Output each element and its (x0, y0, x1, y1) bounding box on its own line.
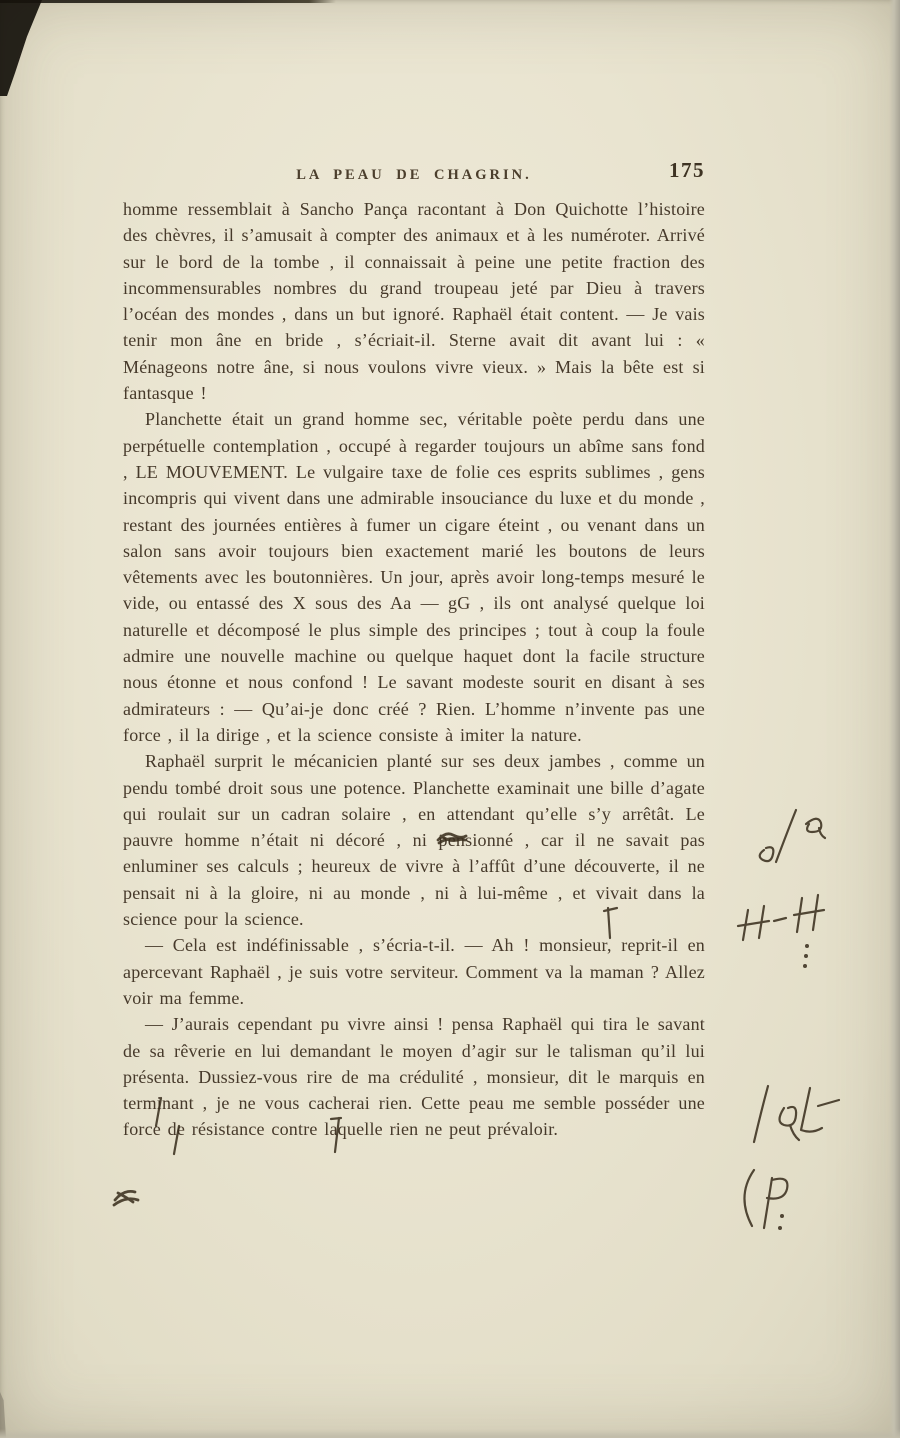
scan-artifact-top-edge-line (0, 0, 336, 3)
paragraph: — J’aurais cependant pu vivre ainsi ! pensa Raphaël qui tira le savant de sa rêverie en lui demandant le moyen d’agir sur le talisman qu’il lui présenta. Dussiez-vous rire de ma crédulité , monsieur, dit le marquis en terminant , je ne vous cacherai rien. Cette peau me semble posséder une force de résistance contre laquelle rien ne peut prévaloir. (123, 1014, 705, 1140)
scan-artifact-top-left-corner (0, 0, 46, 96)
ink-bracket-before-dussiez (326, 1116, 344, 1154)
page-edge-shadow-bottom (0, 1429, 900, 1438)
paragraph: — Cela est indéfinissable , s’écria-t-il. — Ah ! monsieur, reprit-il en apercevant Raphaël , je suis votre serviteur. Comment va la maman ? Allez voir ma femme. (123, 935, 705, 1008)
ink-corner-mark-after-calculs (600, 906, 620, 940)
paragraph: homme ressemblait à Sancho Pança racontant à Don Quichotte l’histoire des chèvres, il s’amusait à compter des animaux et à les numéroter. Arrivé sur le bord de la tombe , il connaissait à peine une petite fraction des incommensurables nombres du grand troupeau jeté par Dieu à travers l’océan des mondes , dans un but ignoré. Raphaël était content. — Je vais tenir mon âne en bride , s’écriait-il. Sterne avait dit avant lui : « Ménageons notre âne, si nous voulons vivre vieux. » Mais la bête est si fantasque ! (123, 199, 705, 404)
ink-stroke-near-savant (152, 1096, 164, 1128)
ink-scribble-over-une (436, 830, 468, 848)
margin-annotation-iql-dash (746, 1078, 842, 1154)
page-edge-shadow-right (889, 0, 900, 1438)
ink-stroke-after-man (170, 1124, 182, 1156)
running-head (123, 158, 705, 190)
ink-scribble-over-peau (112, 1184, 140, 1210)
page-number: 175 (669, 158, 705, 182)
margin-annotation-double-h (736, 886, 832, 978)
text-block (123, 196, 705, 1143)
margin-annotation-flourish (750, 806, 828, 868)
paragraph: Planchette était un grand homme sec, véritable poète perdu dans une perpétuelle contemplation , occupé à regarder toujours un abîme sans fond , LE MOUVEMENT. Le vulgaire taxe de folie ces esprits sublimes , gens incompris qui vivent dans une admirable insouciance du luxe et du monde , restant des journées entières à fumer un cigare éteint , ou venant dans un salon sans avoir toujours bien exactement marié les boutons de leurs vêtements avec les boutonnières. Un jour, après avoir long-temps mesuré le vide, ou entassé des X sous des Aa — gG , ils ont analysé quelque loi naturelle et décomposé le plus simple des principes ; tout à coup la foule admire une nouvelle machine ou quelque haquet dont la facile structure nous étonne et nous confond ! Le savant modeste sourit en disant à ses admirateurs : — Qu’ai-je donc créé ? Rien. L’homme n’invente pas une force , il la dirige , et la science consiste à imiter la nature. (123, 409, 705, 745)
margin-annotation-paren-p (730, 1166, 802, 1238)
running-title: LA PEAU DE CHAGRIN. (296, 167, 532, 183)
paragraph: Raphaël surprit le mécanicien planté sur ses deux jambes , comme un pendu tombé droit sous une potence. Planchette examinait une bille d’agate qui roulait sur un cadran solaire , en attendant qu’elle s’y arrêtât. Le pauvre homme n’était ni décoré , ni pensionné , car il ne savait pas enluminer ses calculs ; heureux de vivre à l’affût d’une découverte, il ne pensait ni à la gloire, ni au monde , ni à lui-même , et vivait dans la science pour la science. (123, 751, 705, 930)
